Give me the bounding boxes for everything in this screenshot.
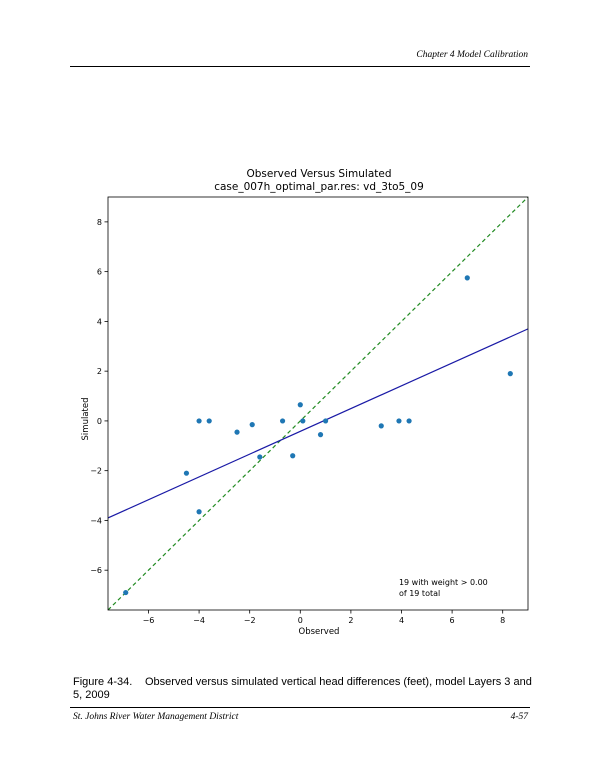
y-axis-label: Simulated [81, 397, 91, 441]
data-point [406, 418, 411, 423]
y-tick-label: 0 [96, 416, 102, 426]
observed-vs-simulated-chart [70, 160, 540, 650]
data-point [123, 590, 128, 595]
data-point [318, 432, 323, 437]
data-point [184, 471, 189, 476]
chapter-header: Chapter 4 Model Calibration [416, 50, 528, 60]
data-point [207, 418, 212, 423]
y-tick-label: −6 [90, 566, 102, 576]
x-tick-label: 6 [449, 616, 455, 625]
x-tick-label: 8 [500, 616, 506, 625]
x-tick-label: 2 [348, 616, 354, 625]
x-tick-label: −2 [243, 616, 256, 625]
figure-label: Figure 4-34. [73, 676, 133, 688]
figure-caption-text: Observed versus simulated vertical head differences (feet), model Layers 3 and 5, 2009 [73, 676, 532, 701]
y-tick-label: 2 [96, 367, 102, 377]
x-tick-label: 4 [398, 616, 405, 625]
y-tick-label: 4 [96, 317, 102, 327]
data-point [196, 509, 201, 514]
header-rule [70, 66, 530, 67]
data-point [196, 418, 201, 423]
data-point [250, 422, 255, 427]
chart-title: Observed Versus Simulated [246, 168, 392, 180]
footer-organization: St. Johns River Water Management District [73, 712, 239, 722]
x-tick-label: −6 [142, 616, 155, 625]
x-tick-label: −4 [193, 616, 205, 625]
data-point [280, 418, 285, 423]
regression-line [108, 329, 528, 518]
data-point [323, 418, 328, 423]
weight-annotation-line: 19 with weight > 0.00 [398, 578, 488, 588]
figure-caption [73, 676, 535, 702]
data-point [379, 423, 384, 428]
data-point [508, 371, 513, 376]
weight-annotation-line: of 19 total [398, 589, 441, 599]
footer-rule [70, 707, 530, 708]
data-point [396, 418, 401, 423]
x-tick-label: 0 [297, 616, 303, 625]
x-axis-label: Observed [298, 627, 340, 637]
data-point [290, 453, 295, 458]
data-point [298, 402, 303, 407]
page-number: 4-57 [510, 712, 528, 722]
y-tick-label: 6 [96, 267, 102, 277]
one-to-one-line [108, 197, 528, 610]
data-point [300, 418, 305, 423]
data-point [257, 454, 262, 459]
y-tick-label: 8 [96, 217, 102, 227]
data-point [465, 275, 470, 280]
y-tick-label: −2 [90, 466, 102, 476]
data-point [234, 430, 239, 435]
chart-subtitle: case_007h_optimal_par.res: vd_3to5_09 [214, 181, 424, 193]
y-tick-label: −4 [90, 516, 102, 526]
